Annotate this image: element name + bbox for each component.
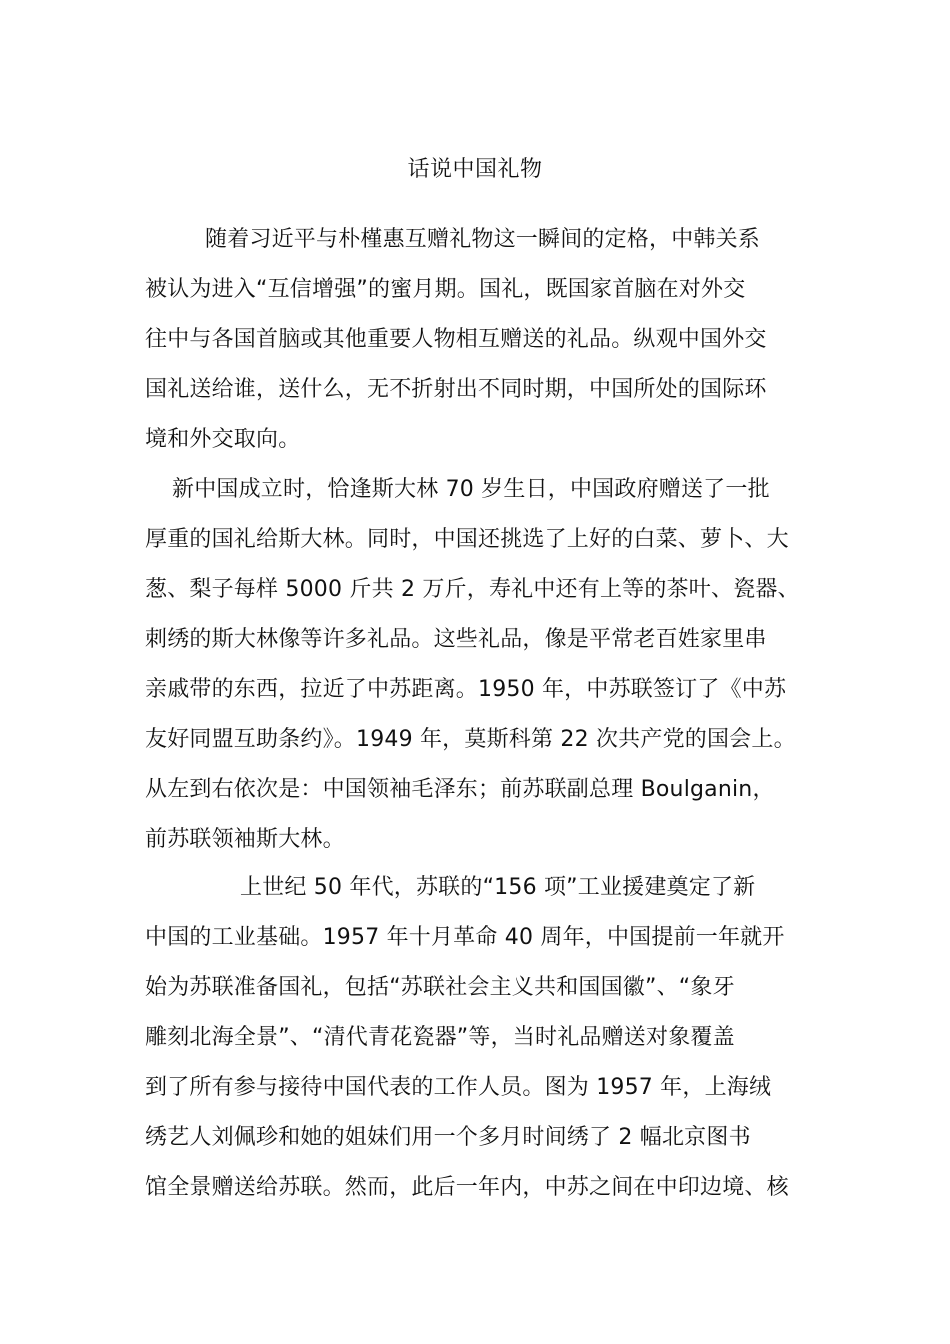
body-line: 中国的工业基础。1957 年十月革命 40 周年，中国提前一年就开 [145,925,785,950]
body-line: 新中国成立时，恰逢斯大林 70 岁生日，中国政府赠送了一批 [172,477,770,502]
body-line: 厚重的国礼给斯大林。同时，中国还挑选了上好的白菜、萝卜、大 [145,527,789,552]
body-line: 随着习近平与朴槿惠互赠礼物这一瞬间的定格，中韩关系 [205,227,761,252]
body-line: 往中与各国首脑或其他重要人物相互赠送的礼品。纵观中国外交 [145,327,767,352]
document-title: 话说中国礼物 [407,157,543,182]
body-line: 被认为进入“互信增强”的蜜月期。国礼，既国家首脑在对外交 [145,277,746,302]
body-line: 上世纪 50 年代，苏联的“156 项”工业援建奠定了新 [240,875,756,900]
body-line: 到了所有参与接待中国代表的工作人员。图为 1957 年，上海绒 [145,1075,772,1100]
body-line: 亲戚带的东西，拉近了中苏距离。1950 年，中苏联签订了《中苏 [145,677,787,702]
body-line: 刺绣的斯大林像等许多礼品。这些礼品，像是平常老百姓家里串 [145,627,767,652]
body-line: 前苏联领袖斯大林。 [145,827,345,852]
body-line: 绣艺人刘佩珍和她的姐妹们用一个多月时间绣了 2 幅北京图书 [145,1125,751,1150]
body-line: 始为苏联准备国礼，包括“苏联社会主义共和国国徽”、“象牙 [145,975,735,1000]
body-line: 雕刻北海全景”、“清代青花瓷器”等，当时礼品赠送对象覆盖 [145,1025,735,1050]
body-line: 境和外交取向。 [145,427,301,452]
body-line: 葱、梨子每样 5000 斤共 2 万斤，寿礼中还有上等的茶叶、瓷器、 [145,577,800,602]
body-line: 友好同盟互助条约》。1949 年，莫斯科第 22 次共产党的国会上。 [145,727,796,752]
body-line: 从左到右依次是：中国领袖毛泽东；前苏联副总理 Boulganin， [145,777,775,802]
body-line: 国礼送给谁，送什么，无不折射出不同时期，中国所处的国际环 [145,377,767,402]
body-line: 馆全景赠送给苏联。然而，此后一年内，中苏之间在中印边境、核 [145,1175,789,1200]
